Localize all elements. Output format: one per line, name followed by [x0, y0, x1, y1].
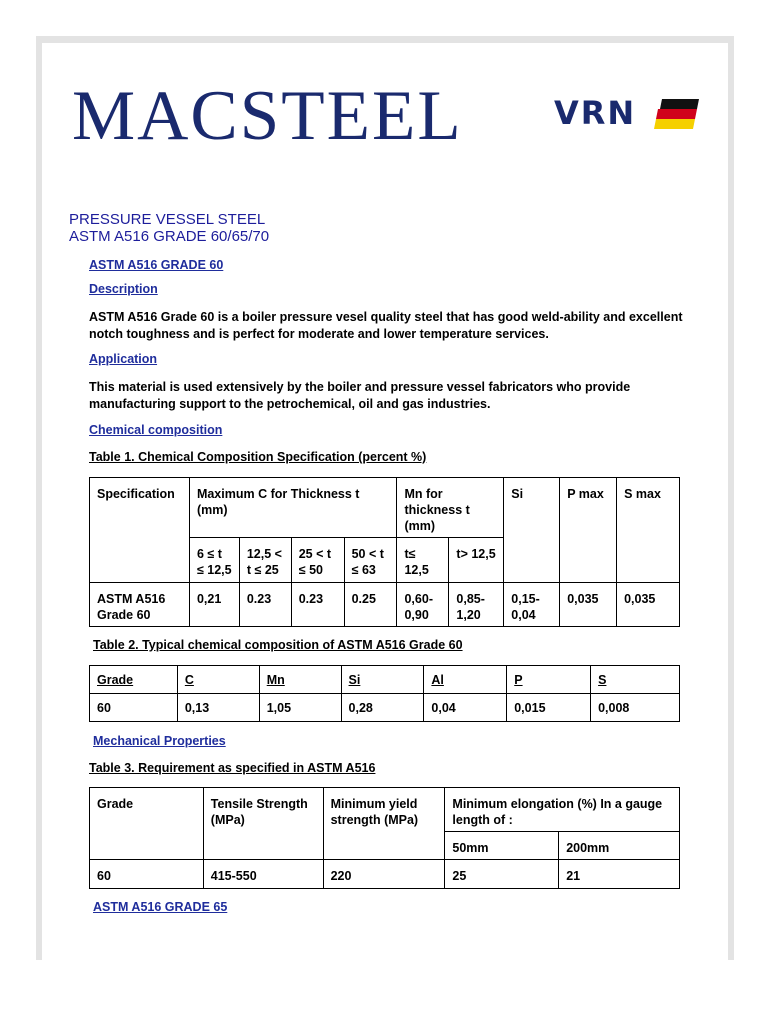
t1-cell: 0,60-0,90 — [397, 583, 449, 627]
t3-cell: 415-550 — [203, 860, 323, 889]
table-row — [90, 860, 680, 889]
t2-cell: 0,008 — [591, 694, 680, 722]
t1-sub-cell: 25 < t ≤ 50 — [291, 538, 344, 583]
t1-cell: 0,035 — [617, 583, 680, 627]
t2-cell: 0,13 — [177, 694, 259, 722]
chemical-spec-table — [89, 477, 680, 627]
application-text: This material is used extensively by the boiler and pressure vessel fabricators who provide manufacturing support to the petrochemical, oil and gas industries. — [89, 380, 631, 411]
page-title — [69, 211, 269, 245]
t1-header-c: Maximum C for Thickness t (mm) — [189, 478, 397, 538]
description-text: ASTM A516 Grade 60 is a boiler pressure vesel quality steel that has good weld-ability and excellent notch toughness and is perfect for moderate and lower temperature services. — [89, 310, 683, 341]
t2-cell: 0,28 — [341, 694, 424, 722]
t3-cell: 220 — [323, 860, 445, 889]
table-row — [90, 694, 680, 722]
t2-header-grade: Grade — [90, 666, 178, 694]
link-grade-60[interactable]: ASTM A516 GRADE 60 — [89, 258, 224, 272]
typical-composition-table — [89, 665, 680, 722]
t1-header-si: Si — [504, 478, 560, 583]
t2-header-al: Al — [424, 666, 507, 694]
title-line-2: ASTM A516 GRADE 60/65/70 — [69, 228, 270, 245]
t1-cell: 0.23 — [291, 583, 344, 627]
link-mechanical-properties[interactable]: Mechanical Properties — [93, 734, 226, 748]
t1-cell: 0.25 — [344, 583, 397, 627]
t1-cell: 0,21 — [189, 583, 239, 627]
link-chemical-composition[interactable]: Chemical composition — [89, 423, 223, 437]
t1-sub-cell: t> 12,5 — [449, 538, 504, 583]
link-application[interactable]: Application — [89, 352, 158, 366]
t1-cell: 0,15-0,04 — [504, 583, 560, 627]
link-description[interactable]: Description — [89, 282, 158, 296]
t2-header-p: P — [507, 666, 591, 694]
t1-header-spec: Specification — [90, 478, 190, 583]
link-grade-65[interactable]: ASTM A516 GRADE 65 — [93, 900, 228, 914]
mechanical-table — [89, 787, 680, 889]
t3-header-yield: Minimum yield strength (MPa) — [323, 788, 445, 860]
t1-sub-cell: 6 ≤ t ≤ 12,5 — [189, 538, 239, 583]
t3-cell: 21 — [559, 860, 680, 889]
t2-cell: 0,04 — [424, 694, 507, 722]
macsteel-logo: MACSTEEL — [72, 77, 463, 155]
t3-header-grade: Grade — [90, 788, 204, 860]
t3-cell: 60 — [90, 860, 204, 889]
t2-header-c: C — [177, 666, 259, 694]
t2-cell: 1,05 — [259, 694, 341, 722]
title-line-1: PRESSURE VESSEL STEEL — [69, 211, 266, 228]
table3-caption: Table 3. Requirement as specified in ASTM A516 — [89, 761, 376, 775]
t2-header-si: Si — [341, 666, 424, 694]
t3-header-tensile: Tensile Strength (MPa) — [203, 788, 323, 860]
t1-cell: 0.23 — [239, 583, 291, 627]
t1-cell: ASTM A516 Grade 60 — [90, 583, 190, 627]
table1-caption: Table 1. Chemical Composition Specification (percent %) — [89, 450, 427, 464]
t1-cell: 0,035 — [560, 583, 617, 627]
t1-header-mn: Mn for thickness t (mm) — [397, 478, 504, 538]
t3-header-200mm: 200mm — [559, 832, 680, 860]
t1-cell: 0,85-1,20 — [449, 583, 504, 627]
t1-sub-cell: t≤ 12,5 — [397, 538, 449, 583]
t2-header-s: S — [591, 666, 680, 694]
document-page — [42, 43, 728, 1003]
t2-header-mn: Mn — [259, 666, 341, 694]
table-row — [90, 583, 680, 627]
t3-header-50mm: 50mm — [445, 832, 559, 860]
flag-icon — [654, 99, 699, 129]
t1-header-p: P max — [560, 478, 617, 583]
t2-cell: 0,015 — [507, 694, 591, 722]
t2-cell: 60 — [90, 694, 178, 722]
vrn-logo-text: VRN — [554, 94, 637, 132]
t1-sub-cell: 50 < t ≤ 63 — [344, 538, 397, 583]
t1-header-s: S max — [617, 478, 680, 583]
t3-header-elongation: Minimum elongation (%) In a gauge length of : — [445, 788, 680, 832]
t1-sub-cell: 12,5 < t ≤ 25 — [239, 538, 291, 583]
table2-caption: Table 2. Typical chemical composition of ASTM A516 Grade 60 — [93, 638, 463, 652]
t3-cell: 25 — [445, 860, 559, 889]
